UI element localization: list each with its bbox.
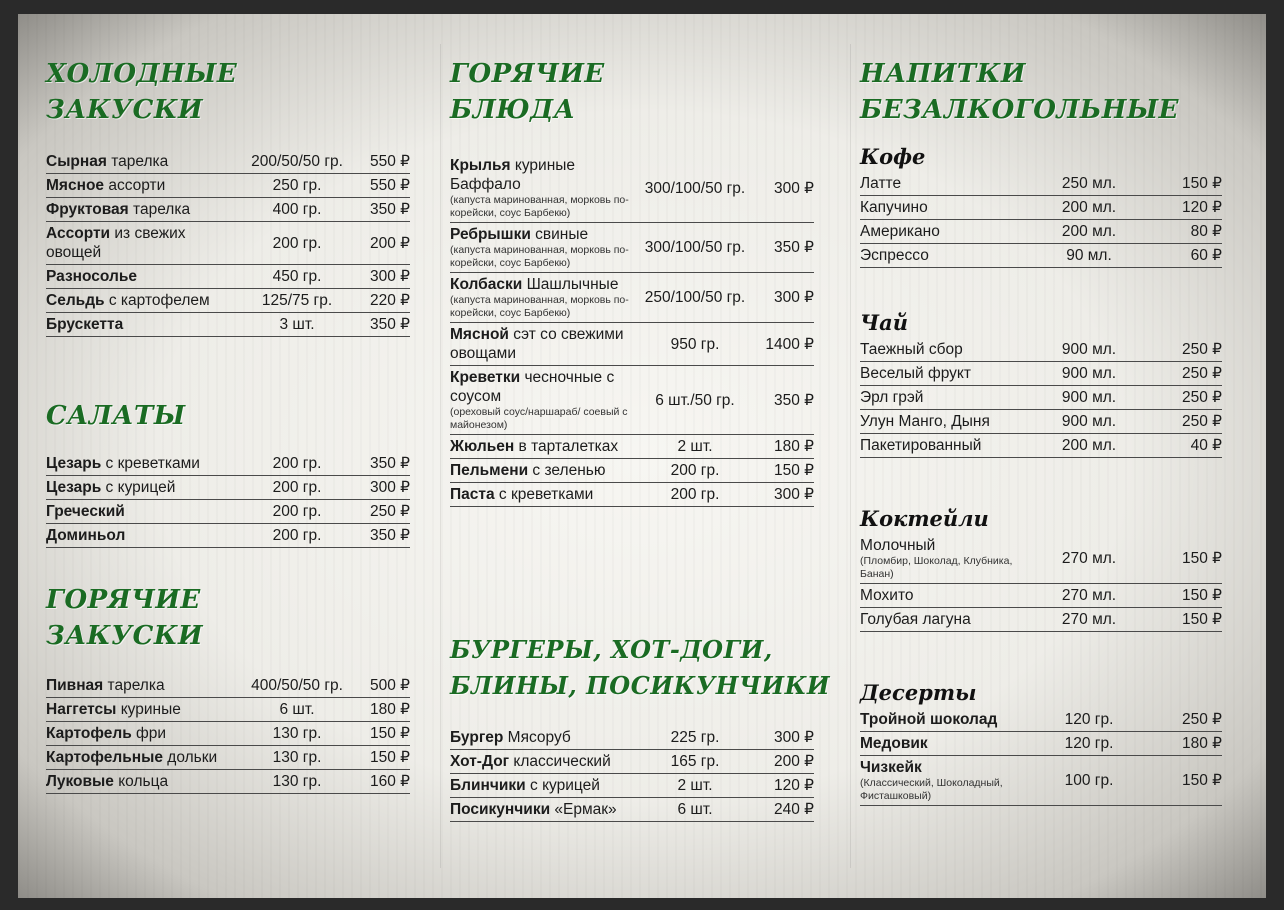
menu-item-row	[860, 220, 1222, 244]
menu-item-price: 150 ₽	[1181, 587, 1222, 604]
menu-item-price: 350 ₽	[773, 391, 814, 409]
subsection-title-cocktails: Коктейли	[860, 506, 989, 531]
menu-item-row	[450, 726, 814, 750]
menu-item-price: 220 ₽	[369, 292, 410, 309]
menu-item-price: 300 ₽	[773, 729, 814, 746]
menu-item-quantity: 200 мл.	[1061, 199, 1117, 216]
menu-item-price: 180 ₽	[369, 701, 410, 718]
menu-item-price: 150 ₽	[773, 462, 814, 479]
menu-item-name-bold: Бургер	[450, 729, 504, 746]
menu-item-name	[46, 700, 234, 719]
menu-item-note: (капуста маринованная, морковь по-корейски, соус Барбекю)	[450, 244, 629, 269]
menu-item-row	[46, 674, 410, 698]
menu-item-name-bold: Жюльен	[450, 438, 515, 455]
menu-item-name	[46, 502, 234, 521]
menu-item-quantity: 270 мл.	[1061, 587, 1117, 604]
menu-item-row	[46, 698, 410, 722]
menu-item-name-bold: Сырная	[46, 153, 107, 170]
coffee-list	[860, 172, 1222, 268]
menu-item-quantity: 225 гр.	[670, 729, 720, 746]
menu-item-price: 250 ₽	[1181, 389, 1222, 406]
section-title-drinks: НАПИТКИ БЕЗАЛКОГОЛЬНЫЕ	[860, 59, 1179, 125]
menu-item-quantity: 900 мл.	[1061, 413, 1117, 430]
menu-item-row	[860, 362, 1222, 386]
menu-item-name-rest: Шашлычные	[522, 276, 619, 293]
menu-item-row	[46, 524, 410, 548]
menu-item-quantity: 6 шт.	[677, 801, 713, 818]
menu-item-name-bold: Мясное	[46, 177, 105, 194]
menu-item-price: 40 ₽	[1190, 437, 1222, 454]
menu-item-price: 60 ₽	[1190, 247, 1222, 264]
menu-item-name	[46, 224, 234, 262]
menu-item-name-bold: Ассорти	[46, 225, 111, 242]
menu-item-quantity: 250 мл.	[1061, 175, 1117, 192]
menu-item-name	[46, 724, 234, 743]
menu-item-name-rest: дольки	[162, 749, 218, 766]
menu-item-name-rest: сэт со свежими овощами	[450, 326, 624, 362]
menu-item-price: 250 ₽	[1181, 341, 1222, 358]
menu-item-row	[46, 265, 410, 289]
menu-item-name-rest: Мохито	[860, 587, 914, 604]
menu-item-name	[450, 776, 636, 795]
menu-item-quantity: 90 мл.	[1066, 247, 1112, 264]
menu-item-name-rest: куриные	[116, 701, 181, 718]
menu-item-row	[450, 483, 814, 507]
menu-item-quantity: 950 гр.	[670, 335, 720, 353]
menu-item-price: 80 ₽	[1190, 223, 1222, 240]
menu-item-name-rest: классический	[509, 753, 611, 770]
menu-item-row	[46, 770, 410, 794]
menu-item-name-bold: Пивная	[46, 677, 104, 694]
menu-item-row	[860, 756, 1222, 806]
menu-item-name	[450, 461, 636, 480]
menu-item-quantity: 125/75 гр.	[261, 292, 333, 309]
menu-item-name	[860, 436, 1038, 455]
menu-item-name	[46, 526, 234, 545]
menu-item-name-rest: кольца	[113, 773, 169, 790]
menu-item-row	[46, 722, 410, 746]
menu-item-name-rest: с курицей	[525, 777, 600, 794]
menu-item-row	[450, 750, 814, 774]
menu-item-price: 150 ₽	[1181, 611, 1222, 628]
menu-item-row	[860, 708, 1222, 732]
menu-item-quantity: 130 гр.	[272, 749, 322, 766]
menu-item-name	[450, 225, 636, 270]
menu-item-price: 1400 ₽	[765, 335, 814, 353]
menu-item-price: 150 ₽	[369, 749, 410, 766]
menu-item-price: 120 ₽	[1181, 199, 1222, 216]
menu-item-name-bold: Ребрышки	[450, 226, 531, 243]
menu-item-row	[450, 774, 814, 798]
menu-item-name-rest: с креветками	[101, 455, 200, 472]
menu-item-price: 300 ₽	[369, 268, 410, 285]
menu-item-quantity: 200 гр.	[272, 234, 322, 252]
menu-item-name	[450, 728, 636, 747]
menu-item-note: (Пломбир, Шоколад, Клубника, Банан)	[860, 555, 1013, 580]
menu-item-row	[450, 273, 814, 323]
menu-item-name-bold: Доминьол	[46, 527, 126, 544]
menu-item-name	[860, 412, 1038, 431]
menu-item-name-rest: Таежный сбор	[860, 341, 963, 358]
subsection-title-desserts: Десерты	[860, 680, 977, 705]
menu-item-name	[450, 156, 636, 220]
menu-item-name	[860, 364, 1038, 383]
menu-item-quantity: 200 мл.	[1061, 437, 1117, 454]
menu-item-name-rest: Эспрессо	[860, 247, 929, 264]
menu-item-name-rest: тарелка	[103, 677, 165, 694]
menu-item-name	[860, 734, 1038, 753]
menu-item-quantity: 200 гр.	[670, 462, 720, 479]
menu-item-quantity: 165 гр.	[670, 753, 720, 770]
menu-item-row	[860, 608, 1222, 632]
menu-item-price: 300 ₽	[773, 289, 814, 306]
menu-item-name	[860, 758, 1038, 803]
menu-item-name	[450, 368, 636, 432]
menu-item-row	[450, 154, 814, 223]
menu-item-name-rest: Американо	[860, 223, 940, 240]
menu-item-name	[46, 267, 234, 286]
column-divider	[850, 44, 851, 868]
menu-item-name-rest: Веселый фрукт	[860, 365, 971, 382]
menu-item-name-rest: тарелка	[106, 153, 169, 170]
menu-item-name-bold: Картофель	[46, 725, 132, 742]
cold-appetizers-list	[46, 150, 410, 337]
menu-item-row	[450, 798, 814, 822]
menu-item-name-bold: Луковые	[46, 773, 114, 790]
menu-item-quantity: 270 мл.	[1061, 550, 1117, 567]
menu-item-note: (ореховый соус/наршараб/ соевый с майонезом)	[450, 406, 628, 431]
tea-list	[860, 338, 1222, 458]
menu-item-name	[860, 222, 1038, 241]
menu-item-price: 500 ₽	[369, 677, 410, 694]
menu-item-quantity: 120 гр.	[1064, 735, 1114, 752]
menu-item-price: 350 ₽	[369, 316, 410, 333]
menu-item-row	[860, 584, 1222, 608]
menu-item-price: 150 ₽	[369, 725, 410, 742]
menu-item-name-rest: Эрл грэй	[860, 389, 924, 406]
subsection-title-tea: Чай	[860, 310, 909, 335]
menu-item-price: 250 ₽	[1181, 711, 1222, 728]
menu-item-name-bold: Колбаски	[450, 276, 523, 293]
menu-item-name-bold: Греческий	[46, 503, 125, 520]
menu-item-name	[450, 275, 636, 320]
menu-item-price: 350 ₽	[369, 455, 410, 472]
menu-item-quantity: 450 гр.	[272, 268, 322, 285]
menu-item-price: 350 ₽	[773, 239, 814, 256]
menu-item-quantity: 250 гр.	[272, 177, 322, 194]
menu-item-quantity: 400/50/50 гр.	[251, 677, 343, 694]
menu-item-row	[860, 434, 1222, 458]
menu-item-name-rest: куриные Баффало	[450, 157, 576, 193]
hot-appetizers-list	[46, 674, 410, 794]
menu-item-price: 300 ₽	[773, 486, 814, 503]
menu-item-name	[46, 748, 234, 767]
menu-item-row	[46, 174, 410, 198]
menu-item-quantity: 900 мл.	[1061, 341, 1117, 358]
menu-item-quantity: 400 гр.	[272, 201, 322, 218]
menu-item-name-rest: из свежих овощей	[46, 225, 186, 261]
salads-list	[46, 452, 410, 548]
menu-item-name-bold: Цезарь	[46, 455, 102, 472]
menu-item-price: 550 ₽	[369, 153, 410, 170]
menu-item-row	[860, 732, 1222, 756]
menu-item-row	[46, 476, 410, 500]
menu-item-name-bold: Хот-Дог	[450, 753, 510, 770]
menu-item-name-rest: Капучино	[860, 199, 928, 216]
menu-item-name	[46, 454, 234, 473]
menu-item-name-rest: ассорти	[104, 177, 166, 194]
section-title-hot-appetizers: ГОРЯЧИЕ ЗАКУСКИ	[46, 585, 204, 651]
menu-item-quantity: 100 гр.	[1064, 772, 1114, 789]
menu-item-name-rest: Пакетированный	[860, 437, 982, 454]
menu-item-price: 300 ₽	[369, 479, 410, 496]
menu-item-name	[860, 610, 1038, 629]
menu-item-name	[860, 198, 1038, 217]
menu-item-quantity: 130 гр.	[272, 773, 322, 790]
menu-item-quantity: 900 мл.	[1061, 365, 1117, 382]
menu-item-quantity: 200 мл.	[1061, 223, 1117, 240]
menu-item-name-bold: Блинчики	[450, 777, 526, 794]
menu-item-name	[46, 200, 234, 219]
section-title-hot-dishes: ГОРЯЧИЕ БЛЮДА	[450, 59, 605, 125]
menu-item-quantity: 120 гр.	[1064, 711, 1114, 728]
menu-item-quantity: 2 шт.	[677, 438, 713, 455]
menu-item-quantity: 6 шт.	[279, 701, 315, 718]
menu-item-name-bold: Картофельные	[46, 749, 163, 766]
menu-item-name-rest: с креветками	[494, 486, 594, 503]
menu-item-quantity: 200 гр.	[670, 486, 720, 503]
menu-item-name-rest: Мясоруб	[503, 729, 571, 746]
menu-item-name-bold: Разносолье	[46, 268, 137, 285]
section-title-salads: САЛАТЫ	[46, 401, 186, 431]
menu-item-name	[46, 478, 234, 497]
menu-item-quantity: 270 мл.	[1061, 611, 1117, 628]
menu-item-price: 350 ₽	[369, 201, 410, 218]
menu-item-quantity: 200 гр.	[272, 527, 322, 544]
menu-item-note: (Классический, Шоколадный, Фисташковый)	[860, 777, 1003, 802]
menu-item-name	[46, 315, 234, 334]
cocktails-list	[860, 534, 1222, 632]
menu-item-row	[450, 366, 814, 435]
menu-item-name	[46, 772, 234, 791]
menu-item-price: 150 ₽	[1181, 772, 1222, 789]
menu-item-quantity: 200 гр.	[272, 455, 322, 472]
menu-item-name	[46, 291, 234, 310]
menu-item-name-rest: фри	[131, 725, 167, 742]
menu-item-name-rest: Улун Манго, Дыня	[860, 413, 990, 430]
menu-item-price: 250 ₽	[1181, 413, 1222, 430]
menu-item-price: 550 ₽	[369, 177, 410, 194]
menu-item-quantity: 250/100/50 гр.	[644, 289, 746, 306]
menu-item-name-bold: Пельмени	[450, 462, 529, 479]
menu-item-name	[450, 752, 636, 771]
menu-item-quantity: 300/100/50 гр.	[644, 179, 746, 197]
menu-item-row	[450, 223, 814, 273]
menu-item-price: 180 ₽	[1181, 735, 1222, 752]
subsection-title-coffee: Кофе	[860, 144, 926, 169]
menu-item-quantity: 200 гр.	[272, 479, 322, 496]
menu-item-name-rest: «Ермак»	[550, 801, 617, 818]
menu-item-name	[46, 176, 234, 195]
menu-item-name-rest: с зеленью	[528, 462, 606, 479]
burgers-list	[450, 726, 814, 822]
menu-item-name-bold: Крылья	[450, 157, 511, 174]
menu-item-row	[860, 196, 1222, 220]
column-divider	[440, 44, 441, 868]
menu-item-row	[46, 198, 410, 222]
menu-item-name	[46, 676, 234, 695]
menu-item-name-bold: Фруктовая	[46, 201, 129, 218]
menu-item-name-bold: Мясной	[450, 326, 509, 343]
menu-item-row	[860, 386, 1222, 410]
menu-item-name	[860, 586, 1038, 605]
hot-dishes-list	[450, 154, 814, 507]
menu-item-name-bold: Креветки	[450, 369, 521, 386]
menu-item-name	[450, 800, 636, 819]
menu-item-quantity: 200 гр.	[272, 503, 322, 520]
menu-item-name	[860, 174, 1038, 193]
menu-item-name-bold: Тройной шоколад	[860, 711, 998, 728]
menu-item-quantity: 130 гр.	[272, 725, 322, 742]
menu-item-name-rest: с курицей	[101, 479, 176, 496]
menu-item-price: 250 ₽	[1181, 365, 1222, 382]
menu-item-row	[46, 222, 410, 265]
menu-item-name-rest: тарелка	[128, 201, 191, 218]
menu-item-quantity: 6 шт./50 гр.	[655, 391, 735, 409]
menu-item-name-bold: Чизкейк	[860, 759, 922, 776]
menu-item-price: 160 ₽	[369, 773, 410, 790]
menu-item-name-bold: Паста	[450, 486, 495, 503]
menu-item-name	[860, 536, 1038, 581]
menu-item-row	[46, 746, 410, 770]
desserts-list	[860, 708, 1222, 806]
menu-item-price: 200 ₽	[369, 234, 410, 252]
menu-item-row	[860, 338, 1222, 362]
menu-item-name-rest: в тарталетках	[514, 438, 619, 455]
menu-item-note: (капуста маринованная, морковь по-корейски, соус Барбекю)	[450, 194, 629, 219]
menu-item-name	[860, 388, 1038, 407]
menu-item-name	[860, 710, 1038, 729]
menu-item-row	[860, 534, 1222, 584]
menu-item-quantity: 2 шт.	[677, 777, 713, 794]
menu-item-price: 200 ₽	[773, 753, 814, 770]
menu-item-row	[46, 150, 410, 174]
menu-item-name-bold: Цезарь	[46, 479, 102, 496]
menu-item-note: (капуста маринованная, морковь по-корейски, соус Барбекю)	[450, 294, 629, 319]
menu-item-row	[450, 323, 814, 366]
menu-item-price: 150 ₽	[1181, 175, 1222, 192]
menu-item-name	[860, 340, 1038, 359]
menu-item-quantity: 3 шт.	[279, 316, 315, 333]
menu-item-name-bold: Посикунчики	[450, 801, 551, 818]
menu-item-name	[860, 246, 1038, 265]
menu-item-name	[450, 325, 636, 363]
menu-item-row	[46, 452, 410, 476]
menu-item-price: 300 ₽	[773, 179, 814, 197]
menu-item-name-rest: свиные	[530, 226, 589, 243]
menu-item-quantity: 200/50/50 гр.	[251, 153, 343, 170]
menu-item-name	[450, 437, 636, 456]
menu-page	[18, 14, 1266, 898]
menu-item-price: 240 ₽	[773, 801, 814, 818]
menu-item-price: 150 ₽	[1181, 550, 1222, 567]
menu-item-row	[46, 500, 410, 524]
menu-item-name-rest: с картофелем	[104, 292, 210, 309]
menu-item-name	[450, 485, 636, 504]
section-title-burgers: БУРГЕРЫ, ХОТ-ДОГИ, БЛИНЫ, ПОСИКУНЧИКИ	[450, 635, 831, 700]
menu-item-name-rest: Голубая лагуна	[860, 611, 971, 628]
menu-item-row	[450, 435, 814, 459]
section-title-cold-appetizers: ХОЛОДНЫЕ ЗАКУСКИ	[46, 59, 238, 125]
menu-item-quantity: 900 мл.	[1061, 389, 1117, 406]
menu-item-row	[450, 459, 814, 483]
menu-item-price: 250 ₽	[369, 503, 410, 520]
menu-item-name-bold: Сельдь	[46, 292, 105, 309]
menu-item-price: 120 ₽	[773, 777, 814, 794]
menu-item-name-bold: Наггетсы	[46, 701, 117, 718]
menu-item-name-rest: Молочный	[860, 537, 936, 554]
menu-item-row	[46, 313, 410, 337]
menu-item-row	[860, 244, 1222, 268]
menu-item-name-bold: Медовик	[860, 735, 928, 752]
menu-item-row	[46, 289, 410, 313]
menu-item-name-rest: Латте	[860, 175, 902, 192]
menu-item-name-rest: чесночные с соусом	[450, 369, 615, 405]
menu-item-name-bold: Брускетта	[46, 316, 124, 333]
menu-item-price: 180 ₽	[773, 438, 814, 455]
menu-item-price: 350 ₽	[369, 527, 410, 544]
menu-item-name	[46, 152, 234, 171]
menu-item-row	[860, 172, 1222, 196]
menu-item-row	[860, 410, 1222, 434]
menu-item-quantity: 300/100/50 гр.	[644, 239, 746, 256]
